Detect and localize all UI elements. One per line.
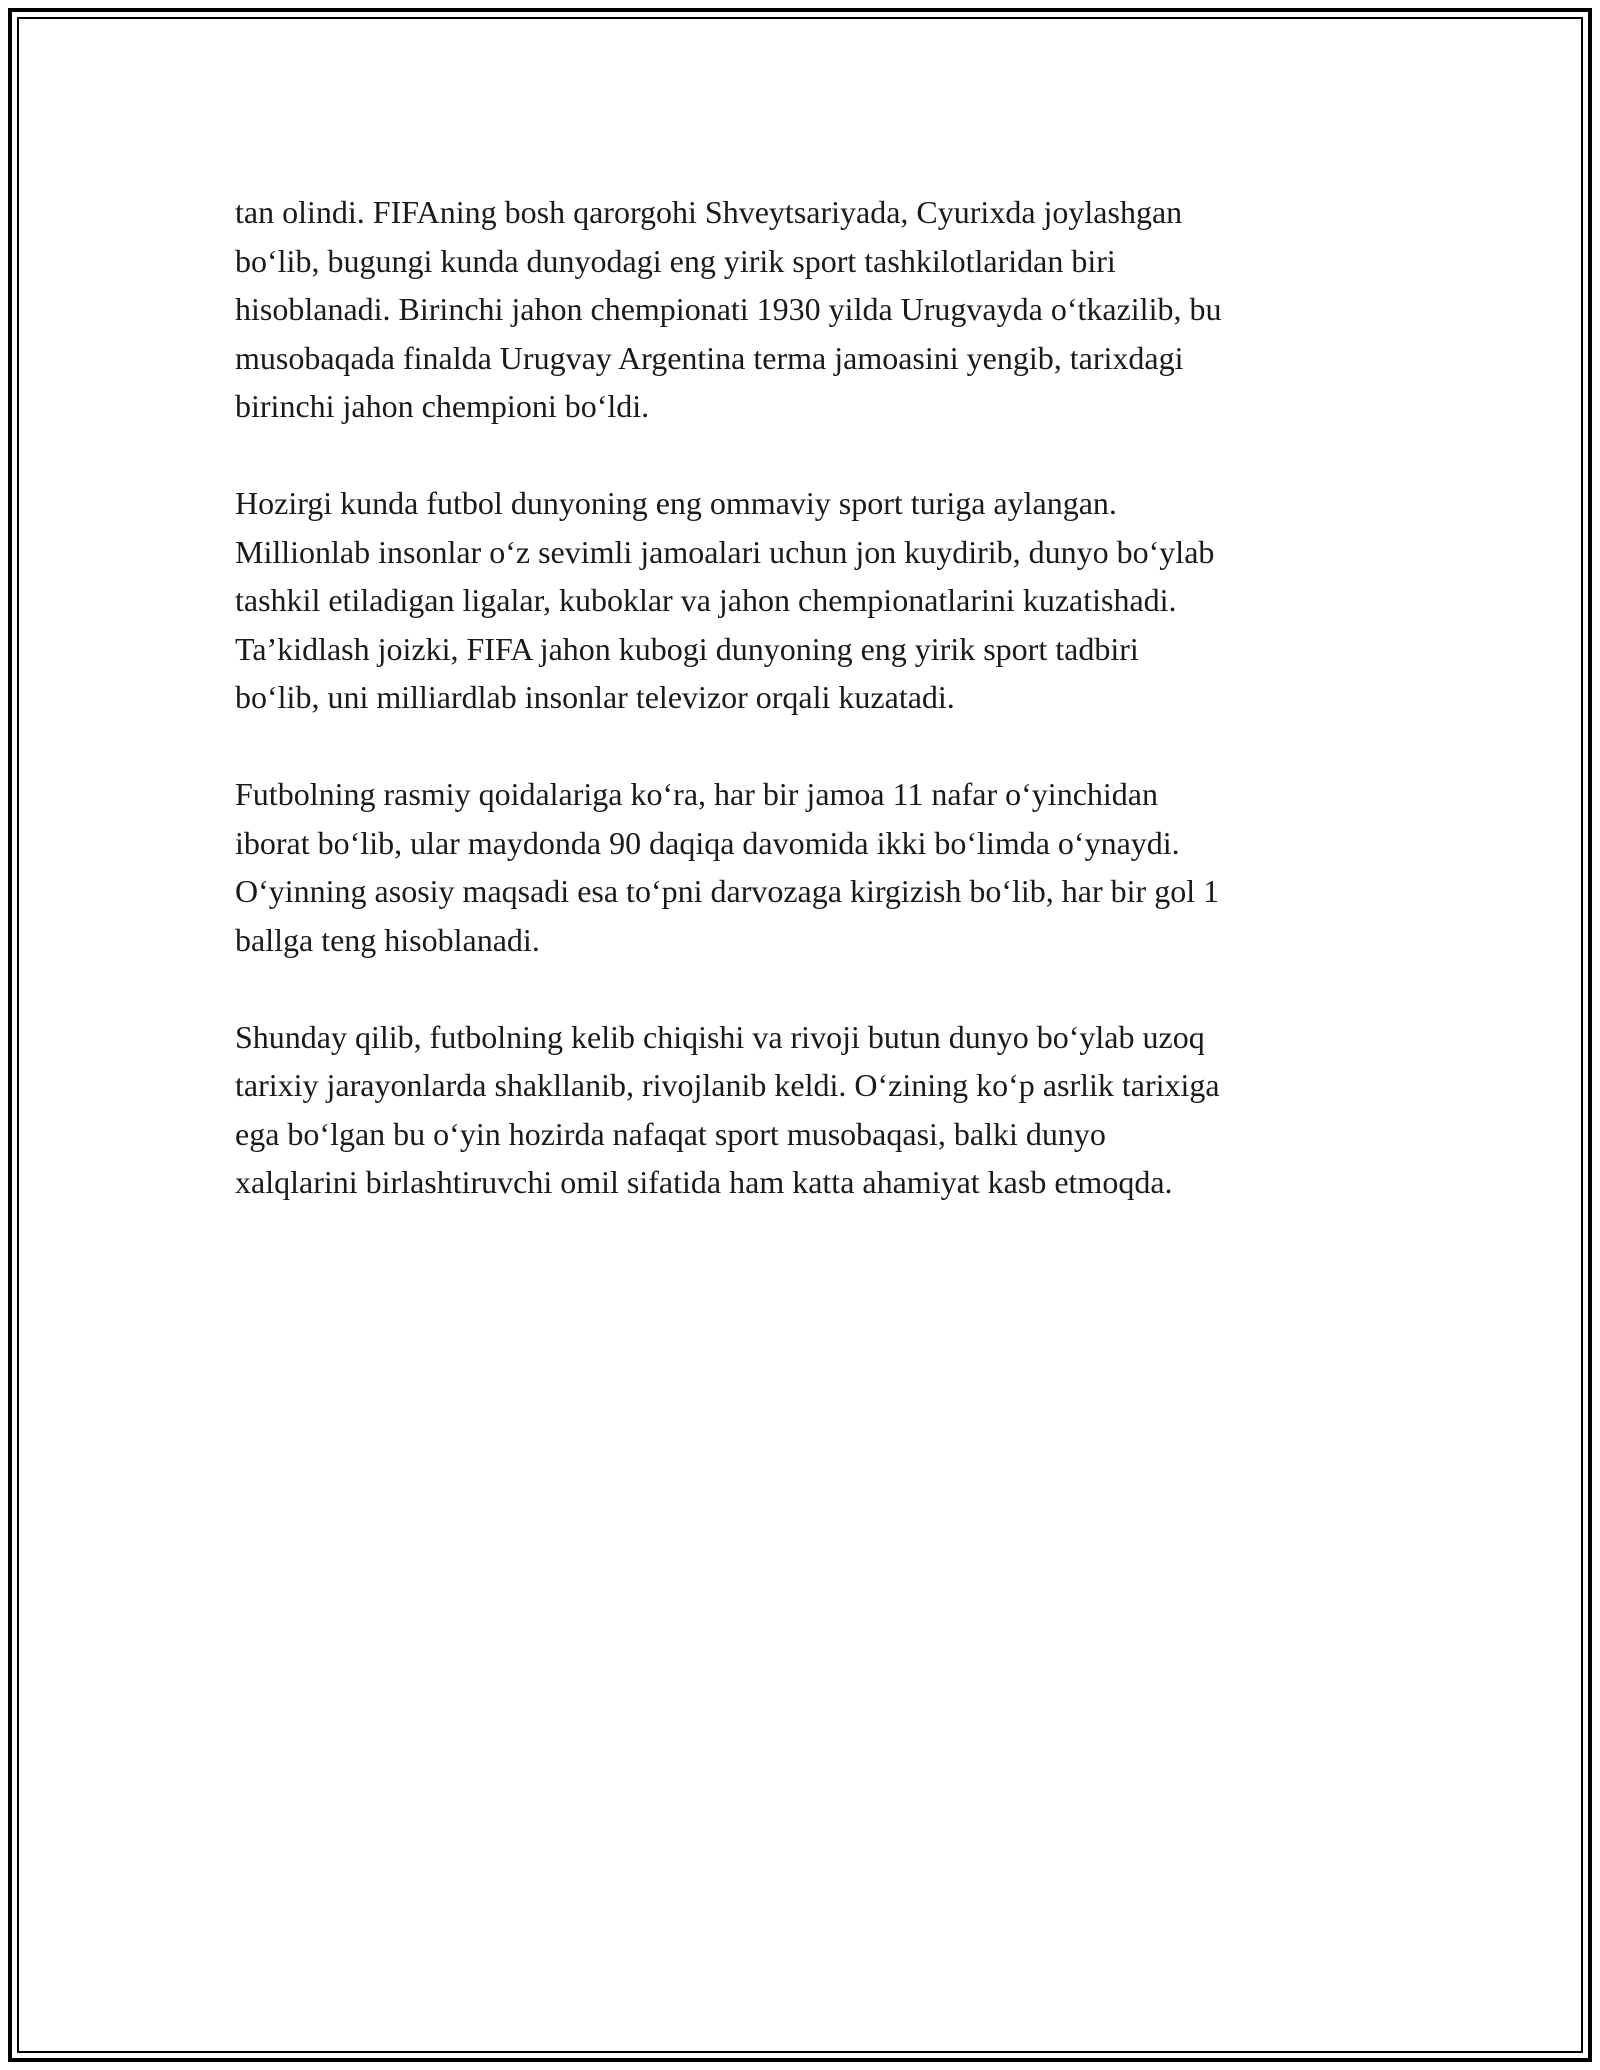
paragraph-3 [235, 770, 1375, 964]
paragraph-line: musobaqada finalda Urugvay Argentina terma jamoasini yengib, tarixdagi [235, 339, 1184, 376]
paragraph-line: xalqlarini birlashtiruvchi omil sifatida ham katta ahamiyat kasb etmoqda. [235, 1164, 1173, 1200]
paragraph-line: tashkil etiladigan ligalar, kuboklar va jahon chempionatlarini kuzatishadi. [235, 582, 1177, 618]
document-body [235, 188, 1375, 1255]
paragraph-line: Ta’kidlash joizki, FIFA jahon kubogi dunyoning eng yirik sport tadbiri [235, 630, 1139, 667]
paragraph-line: iborat bo‘lib, ular maydonda 90 daqiqa davomida ikki bo‘limda o‘ynaydi. [235, 824, 1180, 861]
paragraph-line: hisoblanadi. Birinchi jahon chempionati 1930 yilda Urugvayda o‘tkazilib, bu [235, 291, 1222, 327]
paragraph-line: tan olindi. FIFAning bosh qarorgohi Shveytsariyada, Cyurixda joylashgan [235, 194, 1183, 230]
paragraph-2 [235, 479, 1375, 722]
paragraph-line: Futbolning rasmiy qoidalariga ko‘ra, har bir jamoa 11 nafar o‘yinchidan [235, 776, 1158, 812]
paragraph-line: tarixiy jarayonlarda shakllanib, rivojlanib keldi. O‘zining ko‘p asrlik tarixiga [235, 1067, 1220, 1103]
paragraph-line: Shunday qilib, futbolning kelib chiqishi va rivoji butun dunyo bo‘ylab uzoq [235, 1018, 1205, 1055]
paragraph-line: Millionlab insonlar o‘z sevimli jamoalari uchun jon kuydirib, dunyo bo‘ylab [235, 533, 1215, 570]
paragraph-line: birinchi jahon chempioni bo‘ldi. [235, 388, 650, 424]
paragraph-line: O‘yinning asosiy maqsadi esa to‘pni darvozaga kirgizish bo‘lib, har bir gol 1 [235, 873, 1220, 909]
paragraph-line: Hozirgi kunda futbol dunyoning eng ommaviy sport turiga aylangan. [235, 485, 1117, 521]
paragraph-line: bo‘lib, uni milliardlab insonlar televizor orqali kuzatadi. [235, 679, 955, 715]
paragraph-4 [235, 1013, 1375, 1207]
paragraph-line: ballga teng hisoblanadi. [235, 921, 540, 958]
paragraph-line: bo‘lib, bugungi kunda dunyodagi eng yirik sport tashkilotlaridan biri [235, 242, 1116, 279]
paragraph-line: ega bo‘lgan bu o‘yin hozirda nafaqat sport musobaqasi, balki dunyo [235, 1115, 1106, 1152]
paragraph-1 [235, 188, 1375, 431]
